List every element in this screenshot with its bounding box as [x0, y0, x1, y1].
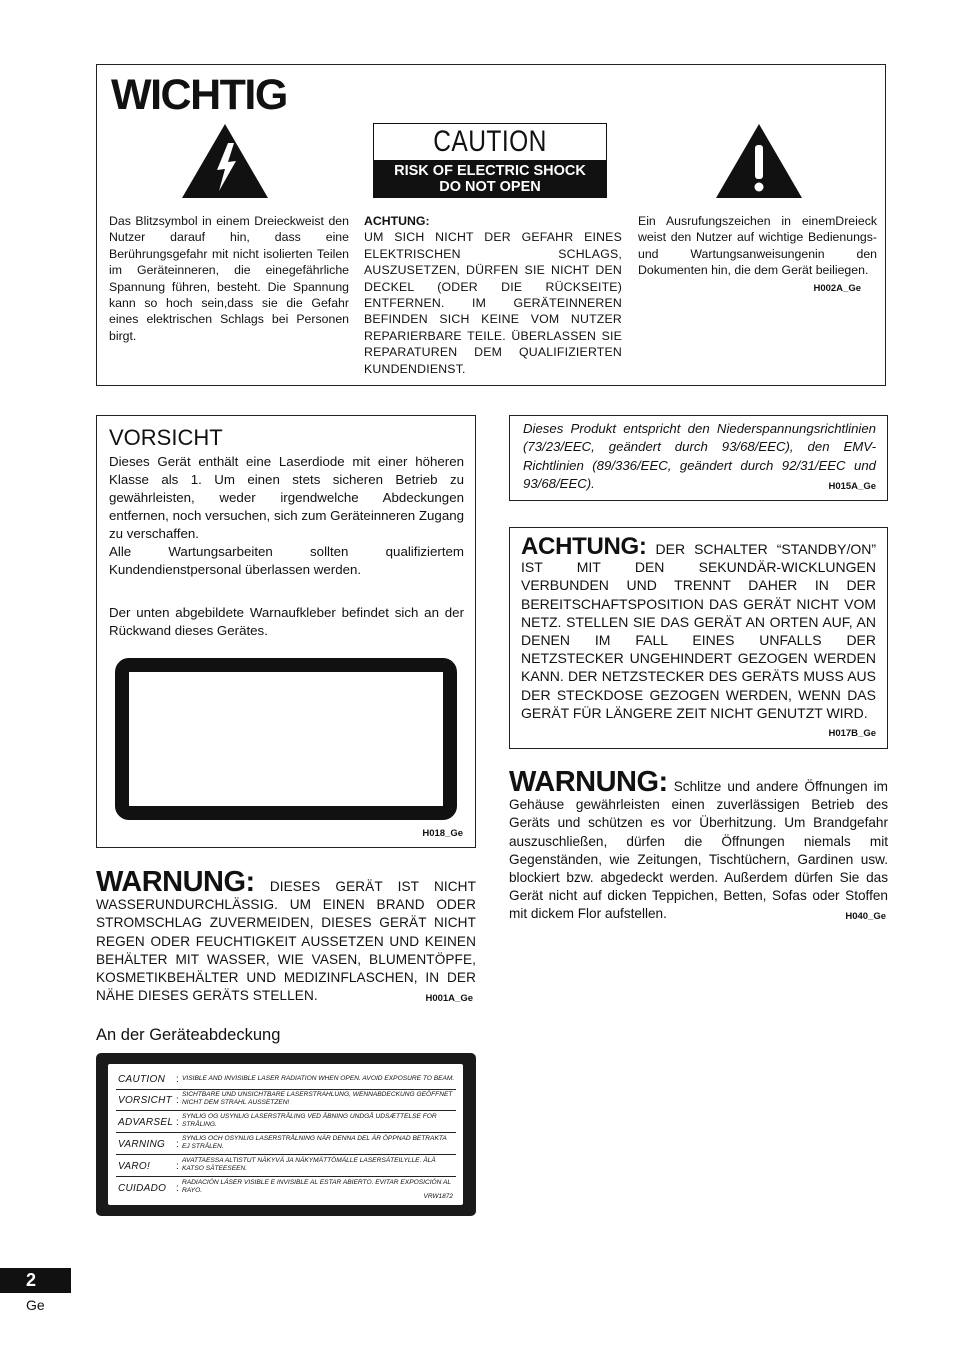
warnung-water-section: [96, 868, 476, 1008]
lightning-warning-icon: [181, 123, 269, 199]
laser-row: VARNING : SYNLIG OCH OSYNLIG LASERSTRÅLNING NÄR DENNA DEL ÄR ÖPPNAD BETRAKTA EJ STRÅLEN.: [116, 1133, 456, 1155]
vorsicht-paragraph-1: Dieses Gerät enthält eine Laserdiode mit einer höheren Klasse als 1. Um einen stets sicheren Betrieb zu gewährleisten, weder irgendwelche Abdeckungen entfernen, noch versuchen, sich zum Geräteinneren Zugang zu verschaffen.: [109, 454, 464, 541]
laser-row-text: SICHTBARE UND UNSICHTBARE LASERSTRAHLUNG, WENNABDECKUNG GEÖFFNET NICHT DEM STRAHL AUSSETZEN!: [182, 1091, 453, 1106]
code-h018: H018_Ge: [422, 828, 463, 839]
laser-row: CUIDADO : RADIACIÓN LÁSER VISIBLE E INVISIBLE AL ESTAR ABIERTO. EVITAR EXPOSICIÓN AL RAYO.: [116, 1177, 456, 1198]
laser-row-word: VARO!: [118, 1161, 151, 1172]
code-h017b: H017B_Ge: [828, 728, 876, 740]
laser-warning-label: [96, 1053, 476, 1216]
code-h040: H040_Ge: [845, 911, 886, 923]
achtung-body: UM SICH NICHT DER GEFAHR EINES ELEKTRISCHEN SCHLAGS, AUSZUSETZEN, DÜRFEN SIE NICHT DEN DECKEL (ODER DIE RÜCKSEITE) ENTFERNEN. IM GERÄTEINNEREN BEFINDEN SICH KEINE VOM NUTZER REPARIERBARE TEILE. ÜBERLASSEN SIE REPARATUREN DEM QUALIFIZIERTEN KUNDENDIENST.: [364, 230, 622, 376]
vorsicht-paragraph-3: Der unten abgebildete Warnaufkleber befindet sich an der Rückwand dieses Gerätes.: [109, 605, 464, 638]
caution-line1: RISK OF ELECTRIC SHOCK: [394, 163, 586, 179]
warnung-body: DIESES GERÄT IST NICHT WASSERUNDURCHLÄSSIG. UM EINEN BRAND ODER STROMSCHLAG ZUVERMEIDEN, DIESES GERÄT NICHT REGEN ODER FEUCHTIGKEIT AUSSETZEN UND KEINEN BEHÄLTER MIT WASSER, WIE VASEN, BLUMENTÖPFE, KOSMETIKBEHÄLTER UND MEDIZINFLASCHEN, IN DER NÄHE DIESES GERÄTS STELLEN.: [96, 879, 476, 1004]
laser-row-text: AVATTAESSA ALTISTUT NÄKYVÄ JA NÄKYMÄTTÖMÄLLE LASERSÄTEILYLLE. ÄLÄ KATSO SÄTEESEEN.: [182, 1157, 436, 1172]
exclamation-body: Ein Ausrufungszeichen in einemDreieck weist den Nutzer auf wichtige Bedienungs- und Wartungsanweisungenin den Dokumenten hin, die dem Gerät beiliegen.: [638, 214, 877, 278]
laser-row-word: VORSICHT: [118, 1095, 173, 1106]
vorsicht-section: [96, 415, 476, 848]
achtung-standby-body: DER SCHALTER “STANDBY/ON” IST MIT DEN SEKUNDÄR-WICKLUNGEN VERBUNDEN UND TRENNT DAHER IN DER BEREITSCHAFTSPOSITION DAS GERÄT NICHT VOM NETZ. STELLEN SIE DAS GERÄT AN ORTEN AUF, AN DENEN IM FALL EINES UNFALLS DER NETZSTECKER UNGEHINDERT GEZOGEN WERDEN KANN. DER NETZSTECKER DES GERÄTS MUSS AUS DER STECKDOSE GEZOGEN WERDEN, WENN DAS GERÄT FÜR LÄNGERE ZEIT NICHT GENUTZT WIRD.: [521, 541, 876, 721]
achtung-heading: ACHTUNG:: [364, 214, 430, 228]
laser-row: CAUTION : VISIBLE AND INVISIBLE LASER RADIATION WHEN OPEN. AVOID EXPOSURE TO BEAM.: [116, 1068, 456, 1090]
vorsicht-title: VORSICHT: [109, 425, 223, 450]
code-h015a: H015A_Ge: [828, 480, 876, 492]
vorsicht-text: [109, 453, 464, 579]
caution-word: CAUTION: [433, 125, 547, 158]
laser-row: VORSICHT : SICHTBARE UND UNSICHTBARE LASERSTRAHLUNG, WENNABDECKUNG GEÖFFNET NICHT DEM STRAHL AUSSETZEN!: [116, 1089, 456, 1111]
exclamation-description: [638, 213, 877, 297]
achtung-description: [364, 213, 622, 377]
caution-line2: DO NOT OPEN: [439, 179, 541, 195]
warning-sticker-placeholder: [115, 658, 457, 820]
laser-row-text: SYNLIG OCH OSYNLIG LASERSTRÅLNING NÄR DENNA DEL ÄR ÖPPNAD BETRAKTA EJ STRÅLEN.: [182, 1135, 447, 1150]
vorsicht-paragraph-2: Alle Wartungsarbeiten sollten qualifiziertem Kundendienstpersonal überlassen werden.: [109, 544, 464, 577]
page-number: 2: [26, 1270, 37, 1290]
warnung-heading: WARNUNG:: [96, 866, 255, 898]
achtung-standby-heading: ACHTUNG:: [521, 533, 647, 560]
laser-row: VARO! : AVATTAESSA ALTISTUT NÄKYVÄ JA NÄKYMÄTTÖMÄLLE LASERSÄTEILYLLE. ÄLÄ KATSO SÄTEESEEN.: [116, 1155, 456, 1177]
laser-row-word: ADVARSEL: [118, 1117, 174, 1128]
warnung-ventilation-body: Schlitze und andere Öffnungen im Gehäuse gewährleisten einen zuverlässigen Betrieb des Geräts und schützen es vor Überhitzung. Um Brandgefahr auszuschließen, dürfen die Öffnungen niemals mit Gegenständen, wie Zeitungen, Tischtüchern, Gardinen usw. blockiert bzw. abgedeckt werden. Außerdem dürfen Sie das Gerät nicht auf dicken Teppichen, Betten, Sofas oder Stoffen mit dickem Flor aufstellen.: [509, 779, 888, 922]
lightning-description: Das Blitzsymbol in einem Dreieckweist den Nutzer darauf hin, dass eine Berührungsgefahr mit nicht isolierten Teilen im Geräteinneren, die einegefährliche Spannung führen, besteht. Die Spannung kann so hoch sein,dass sie die Gefahr eines elektrischen Schlags bei Personen birgt.: [109, 214, 349, 343]
laser-row-text: RADIACIÓN LÁSER VISIBLE E INVISIBLE AL ESTAR ABIERTO. EVITAR EXPOSICIÓN AL RAYO.: [182, 1179, 451, 1194]
laser-row: ADVARSEL : SYNLIG OG USYNLIG LASERSTRÅLING VED ÅBNING UNDGÅ UDSÆTTELSE FOR STRÅLING.: [116, 1111, 456, 1133]
caution-strip: [374, 160, 606, 197]
conformity-section: [509, 415, 888, 501]
code-h002a: H002A_Ge: [813, 282, 861, 294]
wichtig-title: WICHTIG: [111, 71, 287, 119]
laser-row-text: VISIBLE AND INVISIBLE LASER RADIATION WHEN OPEN. AVOID EXPOSURE TO BEAM.: [182, 1075, 455, 1082]
warnung-ventilation-heading: WARNUNG:: [509, 766, 668, 798]
laser-row-word: CAUTION: [118, 1074, 166, 1085]
laser-row-word: VARNING: [118, 1139, 166, 1150]
exclamation-warning-icon: [715, 123, 803, 199]
achtung-standby-text: [521, 533, 876, 743]
achtung-standby-section: [509, 527, 888, 749]
code-h001a: H001A_Ge: [425, 993, 473, 1005]
wichtig-section: [96, 64, 886, 386]
conformity-text: [523, 420, 876, 496]
warnung-ventilation-section: [509, 768, 888, 927]
laser-label-inner: [108, 1064, 463, 1205]
cover-label-caption: An der Geräteabdeckung: [96, 1026, 281, 1044]
laser-row-word: CUIDADO: [118, 1183, 167, 1194]
laser-label-code: VRW1872: [423, 1193, 453, 1200]
laser-row-text: SYNLIG OG USYNLIG LASERSTRÅLING VED ÅBNING UNDGÅ UDSÆTTELSE FOR STRÅLING.: [182, 1113, 437, 1128]
caution-label: [373, 123, 607, 198]
language-code: Ge: [26, 1297, 45, 1313]
conformity-body: Dieses Produkt entspricht den Niederspannungsrichtlinien (73/23/EEC, geändert durch 93/68/EEC), den EMV-Richtlinien (89/336/EEC, geändert durch 92/31/EEC und 93/68/EEC).: [523, 421, 876, 491]
